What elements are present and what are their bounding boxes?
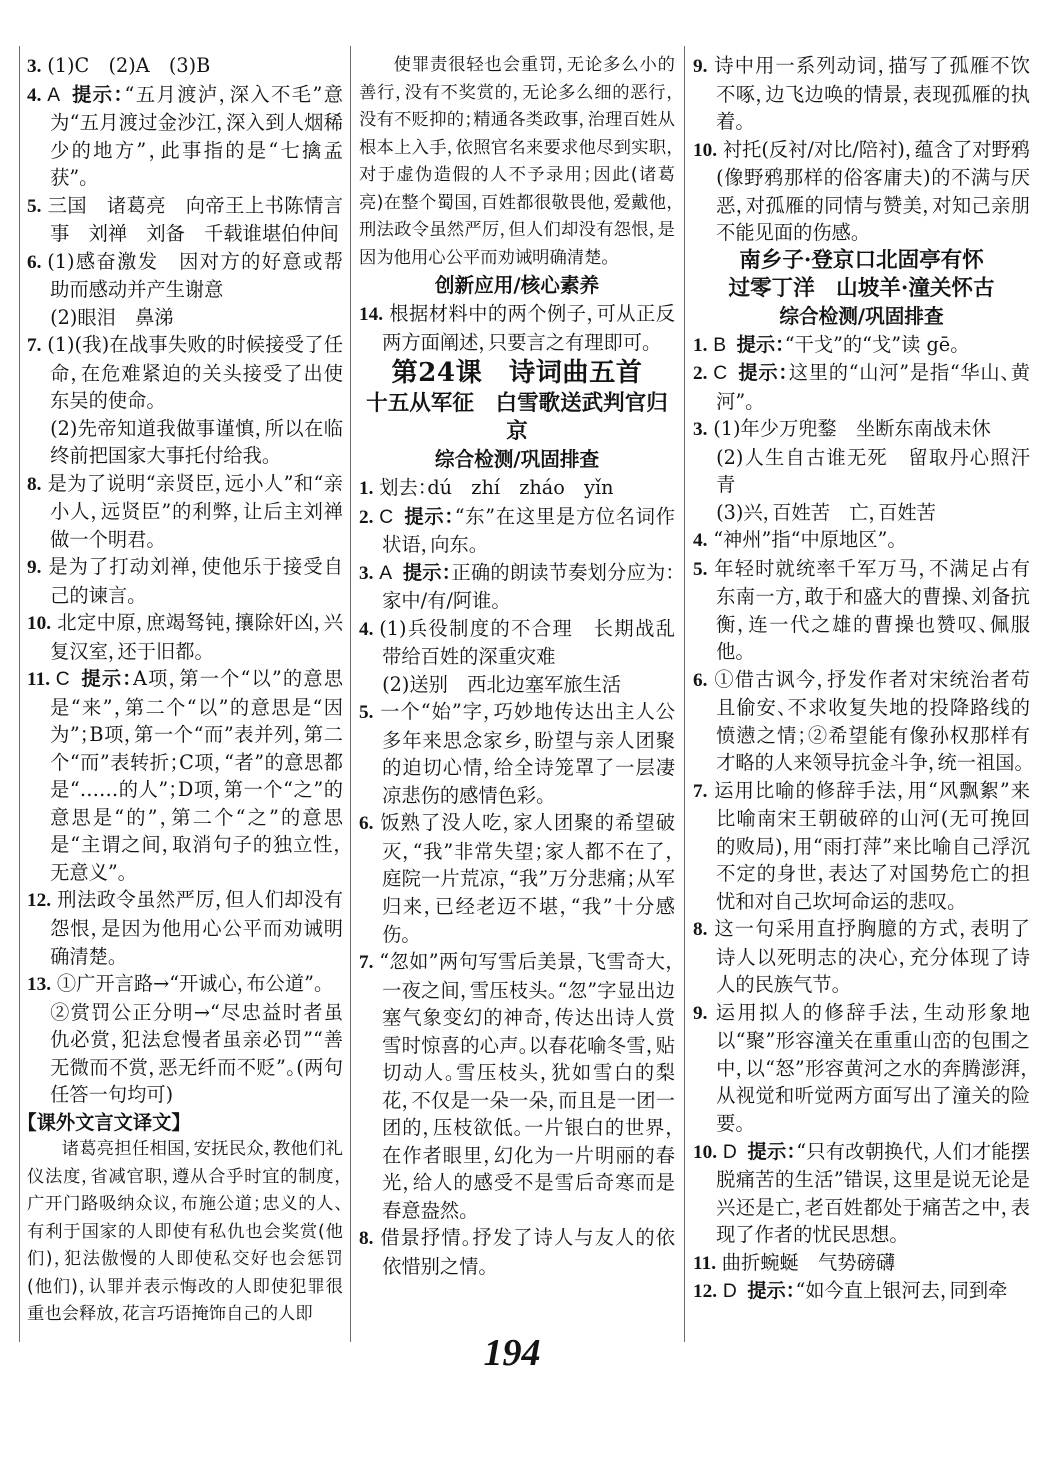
item-text: 诗中用一系列动词，描写了孤雁不饮不啄，边飞边唤的情景，表现孤雁的执着。 xyxy=(713,54,1030,134)
item-number: 8. xyxy=(359,1228,374,1250)
answer-item xyxy=(27,970,343,1109)
lesson-heading: 第24课 诗词曲五首 xyxy=(391,357,643,389)
page-number: 194 xyxy=(483,1332,541,1374)
answer-item xyxy=(27,665,343,886)
answer-item xyxy=(27,248,343,332)
item-text: (1)C (2)A (3)B xyxy=(47,54,211,77)
item-number: 5. xyxy=(27,195,42,217)
item-text: 刑法政令虽然严厉，但人们却没有怨恨，是因为他用心公平而劝诫明确清楚。 xyxy=(50,888,343,968)
item-first-line xyxy=(27,970,343,999)
item-text: “如今直上银河去，同到牵 xyxy=(795,1279,1008,1303)
answer-item xyxy=(27,553,343,609)
item-first-line xyxy=(693,999,1030,1138)
answer-item xyxy=(359,474,675,503)
item-part: (1)(我)在战事失败的时候接受了任命，在危难紧迫的关头接受了出使东吴的使命。 xyxy=(47,333,343,413)
item-part-line xyxy=(27,999,343,1109)
answer-item xyxy=(693,1249,1030,1278)
answer-item xyxy=(693,915,1030,999)
answer-item xyxy=(359,809,675,948)
item-text: 衬托(反衬/对比/陪衬)，蕴含了对野鸦(像野鸦那样的俗客庸夫)的不满与厌恶，对孤雁的同情与赞美，对知己亲朋不能见面的伤感。 xyxy=(716,137,1030,245)
item-first-line xyxy=(359,1224,675,1280)
item-text: “东”在这里是方位名词作状语，向东。 xyxy=(382,504,675,557)
answer-item xyxy=(359,559,675,615)
item-number: 2. xyxy=(359,506,374,528)
item-number: 11. xyxy=(693,1252,717,1274)
answer-column-1 xyxy=(27,52,343,1336)
item-first-line xyxy=(693,52,1030,136)
item-number: 12. xyxy=(693,1281,718,1303)
item-first-line xyxy=(359,948,675,1224)
column-content xyxy=(359,52,675,1280)
translation-paragraph: 诸葛亮担任相国，安抚民众，教他们礼仪法度，省减官职，遵从合乎时宜的制度，广开门路吸纳众议，布施公道；忠义的人、有利于国家的人即使有私仇也会奖赏(他们)，犯法傲慢的人即使私交好也会惩罚(他们)，认罪并表示悔改的人即使犯罪很重也会释放，花言巧语掩饰自己的人即 xyxy=(27,1139,343,1325)
item-first-line xyxy=(27,553,343,609)
answer-choice: C xyxy=(55,669,70,691)
item-number: 6. xyxy=(27,251,42,273)
item-first-line xyxy=(27,192,343,248)
answer-item xyxy=(693,415,1030,526)
item-text: 是为了说明“亲贤臣，远小人”和“亲小人，远贤臣”的利弊，让后主刘禅做一个明君。 xyxy=(47,471,343,551)
item-text: 一个“始”字，巧妙地传达出主人公多年来思念家乡，盼望与亲人团聚的迫切心情，给全诗笼罩了一层凄凉悲伤的感情色彩。 xyxy=(379,700,675,807)
answer-choice: C xyxy=(379,506,394,528)
item-first-line xyxy=(693,1277,1030,1306)
answer-item xyxy=(27,470,343,554)
answer-column-3 xyxy=(693,52,1030,1336)
answer-item xyxy=(693,52,1030,136)
item-part-line xyxy=(693,499,1030,527)
answer-choice: D xyxy=(722,1141,737,1163)
item-part-line xyxy=(359,671,675,699)
item-number: 7. xyxy=(27,335,42,357)
item-part: (2)先帝知道我做事谨慎，所以在临终前把国家大事托付给我。 xyxy=(50,416,343,468)
item-number: 10. xyxy=(693,139,718,161)
item-part: ②赏罚公正分明→“尽忠益时者虽仇必赏，犯法怠慢者虽亲必罚”“善无微而不赏，恶无纤而不贬”。(两句任答一句均可) xyxy=(50,1000,343,1107)
answer-item xyxy=(693,999,1030,1138)
item-number: 7. xyxy=(359,952,374,974)
hint-label: 提示： xyxy=(747,1139,797,1163)
item-text: 这里的“山河”是指“华山、黄河”。 xyxy=(716,361,1030,413)
item-text: “五月渡泸，深入不毛”意为“五月渡过金沙江，深入到人烟稀少的地方”，此事指的是“七擒孟获”。 xyxy=(50,82,344,190)
item-number: 6. xyxy=(359,813,374,835)
item-number: 3. xyxy=(359,562,374,584)
item-text: 年轻时就统率千军万马，不满足占有东南一方，敢于和盛大的曹操、刘备抗衡，连一代之雄的曹操也赞叹、佩服他。 xyxy=(713,556,1030,664)
item-text: 划去：dú zhí zháo yǐn xyxy=(379,476,614,500)
item-text: 是为了打动刘禅，使他乐于接受自己的谏言。 xyxy=(47,555,343,607)
hint-label: 提示： xyxy=(403,504,455,528)
item-text: 这一句采用直抒胸臆的方式，表明了诗人以死明志的决心，充分体现了诗人的民族气节。 xyxy=(713,917,1030,997)
item-part: (2)眼泪 鼻涕 xyxy=(50,305,174,329)
item-text: 北定中原，庶竭驽钝，攘除奸凶，兴复汉室，还于旧都。 xyxy=(50,611,343,663)
item-first-line xyxy=(27,665,343,886)
item-text: 借景抒情。抒发了诗人与友人的依依惜别之情。 xyxy=(379,1226,675,1278)
answer-item xyxy=(359,615,675,699)
item-number: 9. xyxy=(693,56,708,77)
item-number: 10. xyxy=(693,1141,718,1163)
column-rule xyxy=(684,46,685,1342)
item-text: “忽如”两句写雪后美景，飞雪奇大，一夜之间，雪压枝头。“忽”字显出边塞气象变幻的神奇，传达出诗人赏雪时惊喜的心声。以春花喻冬雪，贴切动人。雪压枝头，犹如雪白的梨花，不仅是一朵一朵，而且是一团一团的，压枝欲低。一片银白的世界，在作者眼里，幻化为一片明丽的春光，给人的感受不是雪后奇寒而是春意盎然。 xyxy=(379,950,675,1222)
item-number: 4. xyxy=(359,618,374,640)
item-number: 9. xyxy=(27,557,42,579)
item-first-line xyxy=(693,1138,1030,1249)
item-number: 14. xyxy=(359,304,384,326)
hint-label: 提示： xyxy=(70,82,125,106)
item-text: “干戈”的“戈”读 gē。 xyxy=(784,332,960,356)
item-number: 13. xyxy=(27,974,52,996)
item-first-line xyxy=(359,559,675,615)
item-number: 3. xyxy=(693,419,708,441)
item-number: 6. xyxy=(693,669,708,691)
hint-label: 提示： xyxy=(402,560,452,584)
answer-item xyxy=(27,192,343,248)
translation-paragraph: 使罪责很轻也会重罚，无论多么小的善行，没有不奖赏的，无论多么细的恶行，没有不贬抑的；精通各类政事，治理百姓从根本上入手，依照官名来要求他尽到实职，对于虚伪造假的人不予录用；因此(诸葛亮)在整个蜀国，百姓都很敬畏他，爱戴他，刑法政令虽然严厉，但人们却没有怨恨，是因为他用心公平而劝诫明确清楚。 xyxy=(359,55,675,268)
item-text: 曲折蜿蜒 气势磅礴 xyxy=(721,1250,896,1274)
item-first-line xyxy=(693,526,1030,555)
item-first-line xyxy=(27,331,343,415)
answer-item xyxy=(359,698,675,809)
item-number: 2. xyxy=(693,363,708,385)
answer-item xyxy=(27,886,343,970)
answer-choice: D xyxy=(722,1281,737,1303)
item-number: 8. xyxy=(693,919,708,941)
item-part: (1)感奋激发 因对方的好意或帮助而感动并产生谢意 xyxy=(47,249,343,302)
item-text: 正确的朗读节奏划分应为：家中/有/阿谁。 xyxy=(382,560,676,613)
item-first-line xyxy=(693,915,1030,999)
item-number: 8. xyxy=(27,473,42,495)
column-rule xyxy=(350,46,351,1342)
item-number: 1. xyxy=(693,334,708,356)
item-number: 11. xyxy=(27,669,51,691)
column-content xyxy=(27,52,343,1329)
answer-item xyxy=(693,777,1030,916)
answer-choice: A xyxy=(379,562,393,584)
poem-title-group xyxy=(359,390,675,446)
item-text: 三国 诸葛亮 向帝王上书陈情言事 刘禅 刘备 千载谁堪伯仲间 xyxy=(47,193,343,246)
answer-item xyxy=(359,948,675,1224)
item-number: 4. xyxy=(693,530,708,552)
item-text: 运用拟人的修辞手法，生动形象地以“聚”形容潼关在重重山峦的包围之中，以“怒”形容黄河之水的奔腾澎湃，从视觉和听觉两方面写出了潼关的险要。 xyxy=(713,1000,1030,1135)
item-number: 7. xyxy=(693,780,708,802)
answer-item xyxy=(27,609,343,665)
item-first-line xyxy=(27,52,343,81)
hint-label: 提示： xyxy=(747,1279,796,1303)
answer-item xyxy=(359,1224,675,1280)
item-first-line xyxy=(359,809,675,948)
answer-item xyxy=(693,555,1030,666)
poem-title: 过零丁洋 山坡羊·潼关怀古 xyxy=(728,275,995,301)
item-number: 1. xyxy=(359,478,374,500)
item-first-line xyxy=(359,300,675,356)
item-part: (2)送别 西北边塞军旅生活 xyxy=(382,672,622,696)
item-text: 运用比喻的修辞手法，用“风飘絮”来比喻南宋王朝破碎的山河(无可挽回的败局)，用“雨打萍”来比喻自己浮沉不定的身世，表达了对国势危亡的担忧和对自己坎坷命运的悲叹。 xyxy=(713,778,1030,913)
item-first-line xyxy=(27,886,343,970)
hint-label: 提示： xyxy=(80,667,134,691)
answer-item xyxy=(693,359,1030,415)
poem-title: 南乡子·登京口北固亭有怀 xyxy=(739,247,984,273)
answer-item xyxy=(27,331,343,470)
answer-item xyxy=(693,136,1030,247)
item-first-line xyxy=(693,359,1030,415)
item-first-line xyxy=(27,81,343,192)
item-first-line xyxy=(693,331,1030,360)
item-first-line xyxy=(693,136,1030,247)
answer-item xyxy=(359,503,675,559)
answer-choice: A xyxy=(47,84,61,106)
poem-title-group xyxy=(693,247,1030,303)
answer-item xyxy=(359,300,675,356)
item-number: 4. xyxy=(27,84,42,106)
item-part-line xyxy=(693,444,1030,499)
answer-item xyxy=(27,52,343,81)
section-heading: 创新应用/核心素养 xyxy=(434,274,600,298)
item-part: ①广开言路→“开诚心，布公道”。 xyxy=(56,972,324,996)
poem-title: 十五从军征 白雪歌送武判官归京 xyxy=(366,391,668,445)
section-heading: 综合检测/巩固排查 xyxy=(434,448,600,472)
item-first-line xyxy=(27,248,343,304)
item-first-line xyxy=(693,666,1030,777)
item-first-line xyxy=(693,555,1030,666)
item-first-line xyxy=(359,698,675,809)
answer-item xyxy=(693,666,1030,777)
item-number: 9. xyxy=(693,1002,708,1024)
hint-label: 提示： xyxy=(737,361,789,385)
section-heading: 综合检测/巩固排查 xyxy=(779,304,944,328)
answer-choice: B xyxy=(713,334,727,356)
item-first-line xyxy=(693,415,1030,444)
item-number: 12. xyxy=(27,890,52,912)
item-text: “神州”指“中原地区”。 xyxy=(713,528,897,552)
item-text: 饭熟了没人吃，家人团聚的希望破灭，“我”非常失望；家人都不在了，庭院一片荒凉，“我”万分悲痛；从军归来，已经老迈不堪，“我”十分感伤。 xyxy=(379,811,675,946)
item-first-line xyxy=(27,470,343,554)
answer-item xyxy=(27,81,343,192)
item-first-line xyxy=(359,503,675,559)
translation-label: 【课外文言文译文】 xyxy=(27,1110,181,1134)
item-first-line xyxy=(359,615,675,671)
item-first-line xyxy=(27,609,343,665)
item-part: (3)兴，百姓苦 亡，百姓苦 xyxy=(716,500,936,524)
answer-item xyxy=(693,1138,1030,1249)
item-number: 5. xyxy=(359,702,374,724)
item-number: 10. xyxy=(27,613,52,635)
column-content xyxy=(693,52,1030,1306)
answer-item xyxy=(693,331,1030,360)
left-margin-rule xyxy=(19,46,20,1342)
item-text: A项，第一个“以”的意思是“来”，第二个“以”的意思是“因为”；B项，第一个“而”表并列，第二个“而”表转折；C项，“者”的意思都是“……的人”；D项，第一个“之”的意思是“的”，第二个“之”的意思是“主谓之间，取消句子的独立性，无意义”。 xyxy=(50,667,343,884)
item-number: 5. xyxy=(693,558,708,580)
answer-item xyxy=(693,526,1030,555)
item-text: ①借古讽今，抒发作者对宋统治者苟且偷安、不求收复失地的投降路线的愤懑之情；②希望能有像孙权那样有才略的人来领导抗金斗争，统一祖国。 xyxy=(713,667,1030,775)
item-first-line xyxy=(693,777,1030,916)
item-part: (1)年少万兜鍪 坐断东南战未休 xyxy=(713,417,991,441)
item-text: “只有改朝换代，人们才能摆脱痛苦的生活”错误，这里是说无论是兴还是亡，老百姓都处于痛苦之中，表现了作者的忧民思想。 xyxy=(716,1139,1031,1247)
item-number: 3. xyxy=(27,56,42,77)
item-part: (2)人生自古谁无死 留取丹心照汗青 xyxy=(716,445,1030,497)
item-part: (1)兵役制度的不合理 长期战乱带给百姓的深重灾难 xyxy=(379,616,675,669)
item-part-line xyxy=(27,304,343,332)
answer-item xyxy=(693,1277,1030,1306)
answer-column-2 xyxy=(359,52,675,1336)
answer-choice: C xyxy=(713,363,728,385)
item-part-line xyxy=(27,415,343,470)
item-first-line xyxy=(693,1249,1030,1278)
item-text: 根据材料中的两个例子，可从正反两方面阐述，只要言之有理即可。 xyxy=(382,302,675,354)
hint-label: 提示： xyxy=(736,332,785,356)
item-first-line xyxy=(359,474,675,503)
